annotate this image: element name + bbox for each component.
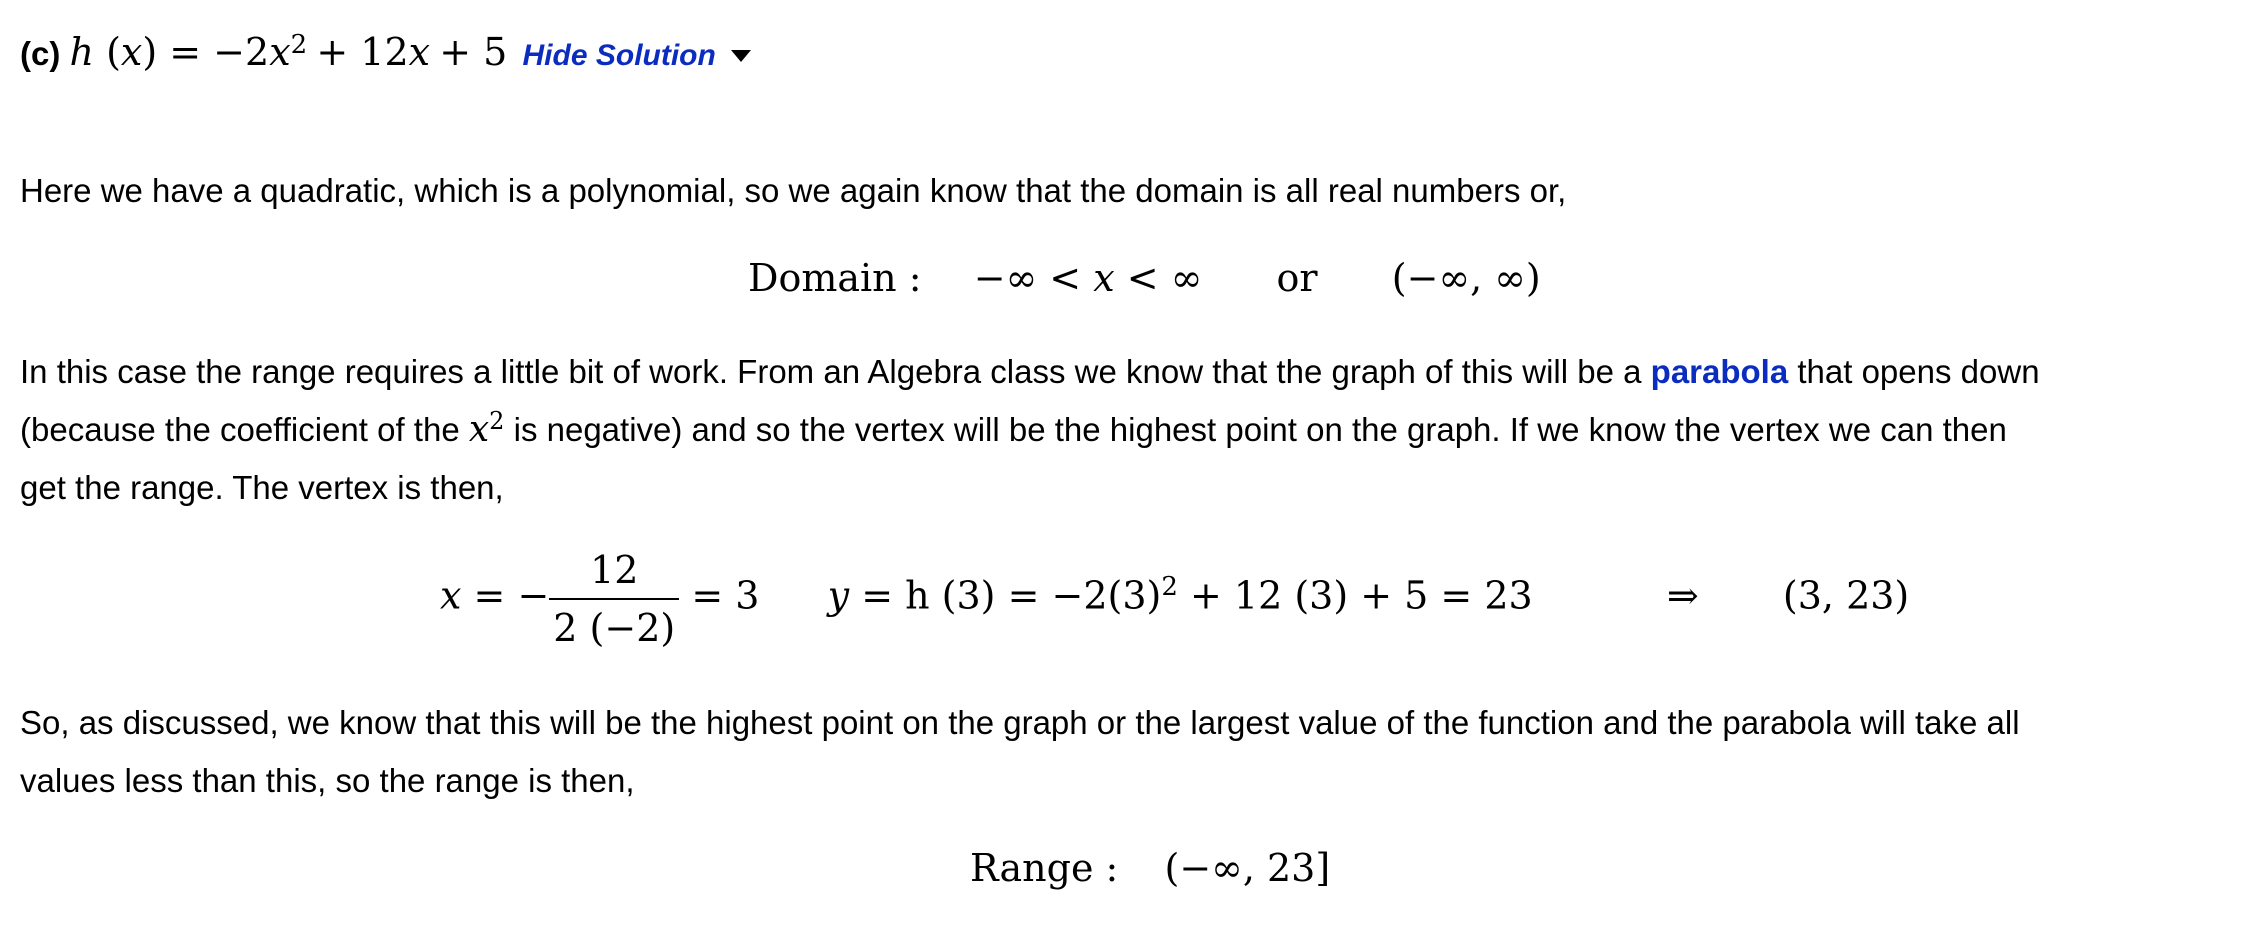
vertex-y-exp: 2: [1161, 571, 1178, 602]
domain-or: or: [1276, 256, 1318, 300]
hide-solution-link[interactable]: Hide Solution: [522, 39, 716, 72]
domain-label: Domain :: [748, 256, 922, 300]
paragraph-range-conclusion: [20, 694, 2020, 810]
vertex-x-eq: = −: [473, 573, 550, 618]
func-rhs-a: = −2: [169, 30, 270, 74]
paragraph2-line2: (because the coefficient of the $x^2$ is negative) and so the vertex will be the highest point on the graph. If we know the vertex we can then: [20, 407, 2007, 450]
paragraph3-line2: values less than this, so the range is then,: [20, 762, 635, 799]
vertex-fraction: [549, 548, 679, 650]
problem-header: (c) h $(x) = -2x^2 + 12x + 5$ Hide Solution: [20, 22, 751, 86]
vertex-equation: [440, 548, 1909, 650]
domain-var: x: [1093, 256, 1115, 300]
range-label: Range :: [970, 846, 1119, 890]
part-label: (c): [20, 35, 61, 72]
coef-var: x: [468, 409, 490, 450]
vertex-x-result: = 3: [691, 573, 760, 618]
coef-exp: 2: [489, 407, 505, 435]
caret-down-icon[interactable]: [731, 50, 751, 62]
fraction-denominator: 2 (−2): [553, 606, 676, 650]
domain-equation: [748, 248, 1541, 308]
implies-arrow-icon: ⇒: [1666, 573, 1699, 618]
paragraph-range-intro: [20, 343, 2040, 517]
vertex-y-eq: = h (3) = −2(3): [861, 573, 1162, 618]
vertex-point: (3, 23): [1782, 573, 1910, 618]
func-rhs-c: + 5: [439, 30, 508, 74]
range-interval: (−∞, 23]: [1164, 846, 1331, 890]
domain-interval: (−∞, ∞): [1391, 256, 1541, 300]
range-equation: [970, 838, 1330, 898]
func-var2: x: [408, 30, 431, 74]
func-rhs-b: + 12: [316, 30, 409, 74]
hide-solution-toggle[interactable]: [523, 35, 752, 72]
domain-ineq-b: < ∞: [1126, 256, 1203, 300]
func-arg: x: [120, 30, 143, 74]
vertex-x-var: x: [440, 573, 462, 618]
paragraph-domain-intro: Here we have a quadratic, which is a polynomial, so we again know that the domain is all real numbers or,: [20, 172, 1567, 209]
parabola-link[interactable]: parabola: [1650, 353, 1789, 390]
vertex-y-rest: + 12 (3) + 5 = 23: [1189, 573, 1533, 618]
paragraph2-line1: In this case the range requires a little bit of work. From an Algebra class we know that the graph of this will be a parabola that opens down: [20, 353, 2040, 390]
fraction-numerator: 12: [549, 548, 679, 600]
domain-ineq-a: −∞ <: [973, 256, 1082, 300]
paragraph2-line3: get the range. The vertex is then,: [20, 469, 504, 506]
func-var: x: [269, 30, 291, 74]
func-exp: 2: [290, 30, 308, 60]
paragraph3-line1: So, as discussed, we know that this will be the highest point on the graph or the largest value of the function and the parabola will take all: [20, 704, 2020, 741]
func-name: h: [69, 30, 94, 74]
vertex-y-var: y: [827, 573, 850, 618]
